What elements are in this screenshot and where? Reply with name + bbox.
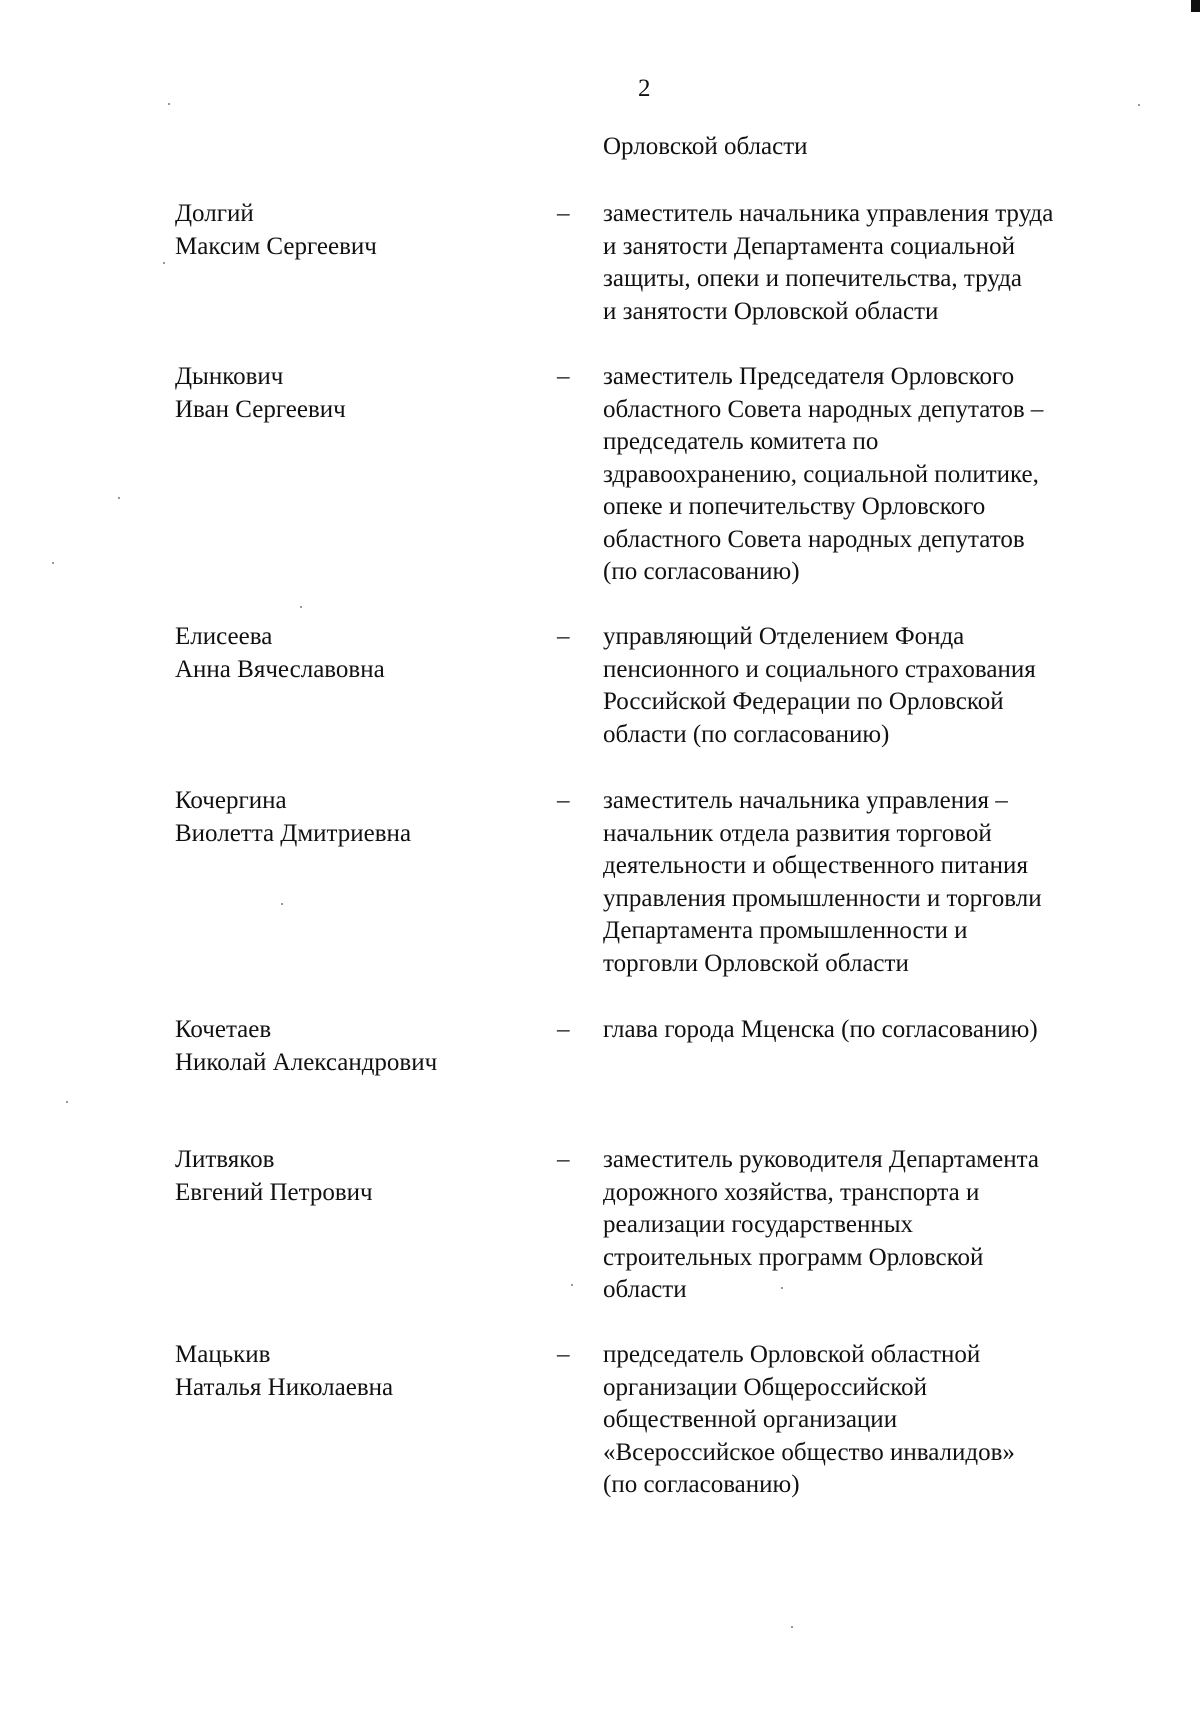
- position-line: председатель Орловской областной: [603, 1341, 981, 1368]
- position-line: и занятости Орловской области: [603, 297, 939, 325]
- position-line: заместитель Председателя Орловского: [603, 363, 1015, 390]
- member-name: [175, 1339, 535, 1404]
- position-line: пенсионного и социального страхования: [603, 655, 1036, 683]
- position-line: общественной организации: [603, 1406, 898, 1433]
- position-line: (по согласованию): [603, 558, 800, 585]
- scan-speck: [118, 497, 120, 499]
- position-line: глава города Мценска (по согласованию): [603, 1016, 1038, 1043]
- scan-speck: [571, 1284, 573, 1286]
- scan-speck: [781, 1287, 783, 1289]
- position-line: деятельности и общественного питания: [603, 852, 1028, 879]
- position-line: опеке и попечительству Орловского: [603, 493, 986, 520]
- scan-speck: [791, 1626, 793, 1628]
- dash-separator: –: [557, 200, 570, 227]
- scan-speck: [1138, 104, 1140, 106]
- position-line: заместитель начальника управления труда: [603, 200, 1054, 227]
- member-name: [175, 198, 535, 263]
- position-line: организации Общероссийской: [603, 1373, 928, 1401]
- dash-separator: –: [557, 1146, 570, 1173]
- member-surname: Елисеева: [175, 623, 273, 650]
- member-given-names: Максим Сергеевич: [175, 232, 377, 260]
- member-name: [175, 621, 535, 686]
- member-given-names: Анна Вячеславовна: [175, 655, 385, 683]
- member-surname: Литвяков: [175, 1146, 275, 1173]
- position-line: строительных программ Орловской: [603, 1243, 984, 1271]
- page-number: 2: [638, 75, 651, 102]
- scan-corner-mark: [1191, 0, 1200, 12]
- position-line: области: [603, 1276, 687, 1303]
- position-line: заместитель начальника управления –: [603, 787, 1008, 814]
- position-line: Российской Федерации по Орловской: [603, 688, 1004, 715]
- position-line: управляющий Отделением Фонда: [603, 623, 965, 650]
- position-line: (по согласованию): [603, 1471, 800, 1498]
- member-name: [175, 1144, 535, 1209]
- scan-speck: [300, 606, 302, 608]
- position-line: «Всероссийское общество инвалидов»: [603, 1438, 1015, 1466]
- member-given-names: Иван Сергеевич: [175, 395, 346, 423]
- member-position: [603, 1339, 1123, 1502]
- position-line: реализации государственных: [603, 1211, 914, 1238]
- member-surname: Кочетаев: [175, 1016, 272, 1043]
- scan-speck: [281, 903, 283, 905]
- member-surname: Долгий: [175, 200, 254, 227]
- position-line: председатель комитета по: [603, 428, 879, 455]
- position-line: Департамента промышленности и: [603, 917, 968, 944]
- dash-separator: –: [557, 1016, 570, 1043]
- member-position: [603, 1014, 1123, 1047]
- position-line: торговли Орловской области: [603, 949, 909, 977]
- dash-separator: –: [557, 363, 570, 390]
- member-position: [603, 198, 1123, 328]
- member-given-names: Виолетта Дмитриевна: [175, 819, 412, 847]
- member-name: [175, 785, 535, 850]
- dash-separator: –: [557, 787, 570, 814]
- dash-separator: –: [557, 1341, 570, 1368]
- member-name: [175, 361, 535, 426]
- member-surname: Дынкович: [175, 363, 284, 390]
- member-position: [603, 621, 1123, 751]
- dash-separator: –: [557, 623, 570, 650]
- member-position: [603, 1144, 1123, 1307]
- member-given-names: Евгений Петрович: [175, 1178, 373, 1206]
- scan-speck: [66, 1101, 68, 1103]
- scan-speck: [52, 562, 54, 564]
- member-name: [175, 1014, 535, 1079]
- position-line: здравоохранению, социальной политике,: [603, 460, 1039, 488]
- member-position: [603, 785, 1123, 980]
- position-line: начальник отдела развития торговой: [603, 819, 992, 847]
- position-line: областного Совета народных депутатов –: [603, 395, 1044, 423]
- member-position: [603, 361, 1123, 589]
- position-line: дорожного хозяйства, транспорта и: [603, 1178, 980, 1206]
- continuation-text: Орловской области: [603, 133, 808, 160]
- member-given-names: Николай Александрович: [175, 1048, 438, 1076]
- scan-speck: [168, 103, 170, 105]
- position-line: и занятости Департамента социальной: [603, 232, 1015, 260]
- member-given-names: Наталья Николаевна: [175, 1373, 394, 1401]
- scan-speck: [163, 262, 165, 264]
- position-line: области (по согласованию): [603, 720, 890, 748]
- member-surname: Мацькив: [175, 1341, 271, 1368]
- position-line: заместитель руководителя Департамента: [603, 1146, 1039, 1173]
- position-line: управления промышленности и торговли: [603, 884, 1042, 912]
- position-line: защиты, опеки и попечительства, труда: [603, 265, 1023, 292]
- position-line: областного Совета народных депутатов: [603, 525, 1025, 553]
- member-surname: Кочергина: [175, 787, 287, 814]
